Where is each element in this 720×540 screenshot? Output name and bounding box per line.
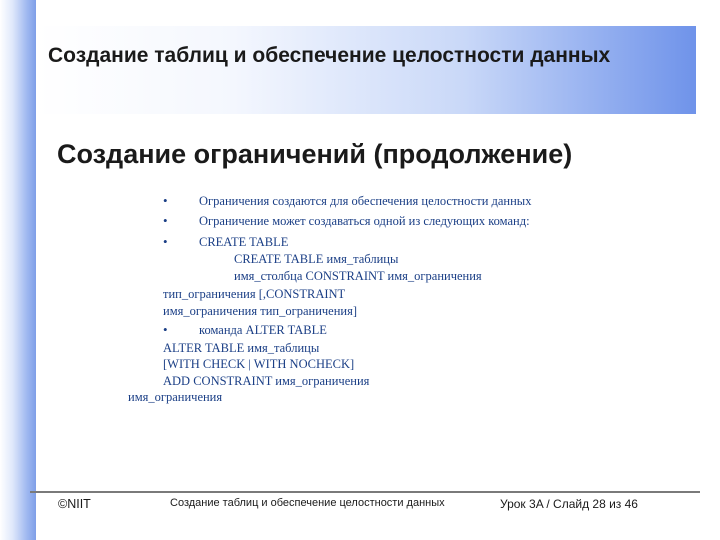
bullet-text-3: CREATE TABLE	[199, 235, 289, 249]
footer-copyright: ©NIIT	[58, 497, 91, 511]
alter-table-line-1: ALTER TABLE имя_таблицы	[163, 341, 320, 355]
footer-course-title: Создание таблиц и обеспечение целостности данных	[170, 497, 445, 509]
footer-divider	[30, 491, 700, 493]
bullet-text-4: команда ALTER TABLE	[199, 323, 327, 337]
bullet-text-2: Ограничение может создаваться одной из следующих команд:	[199, 214, 530, 228]
alter-table-line-2: [WITH CHECK | WITH NOCHECK]	[163, 357, 355, 371]
create-table-line-2: имя_столбца CONSTRAINT имя_ограничения	[234, 269, 482, 283]
create-table-line-1: CREATE TABLE имя_таблицы	[234, 252, 399, 266]
slide-subtitle: Создание ограничений (продолжение)	[57, 139, 573, 169]
alter-table-line-3: ADD CONSTRAINT имя_ограничения	[163, 374, 370, 388]
bullet-dot: •	[163, 213, 168, 228]
bullet-dot: •	[163, 193, 168, 208]
alter-table-line-4: имя_ограничения	[128, 390, 223, 404]
bullet-text-1: Ограничения создаются для обеспечения целостности данных	[199, 194, 532, 208]
left-decorative-bar	[0, 0, 36, 540]
create-table-line-4: имя_ограничения тип_ограничения]	[163, 304, 358, 318]
bullet-dot: •	[163, 322, 168, 337]
create-table-line-3: тип_ограничения [,CONSTRAINT	[163, 287, 346, 301]
slide-title: Создание таблиц и обеспечение целостности данных	[48, 44, 611, 67]
footer-page-number: Урок 3A / Слайд 28 из 46	[500, 497, 638, 511]
bullet-dot: •	[163, 234, 168, 249]
